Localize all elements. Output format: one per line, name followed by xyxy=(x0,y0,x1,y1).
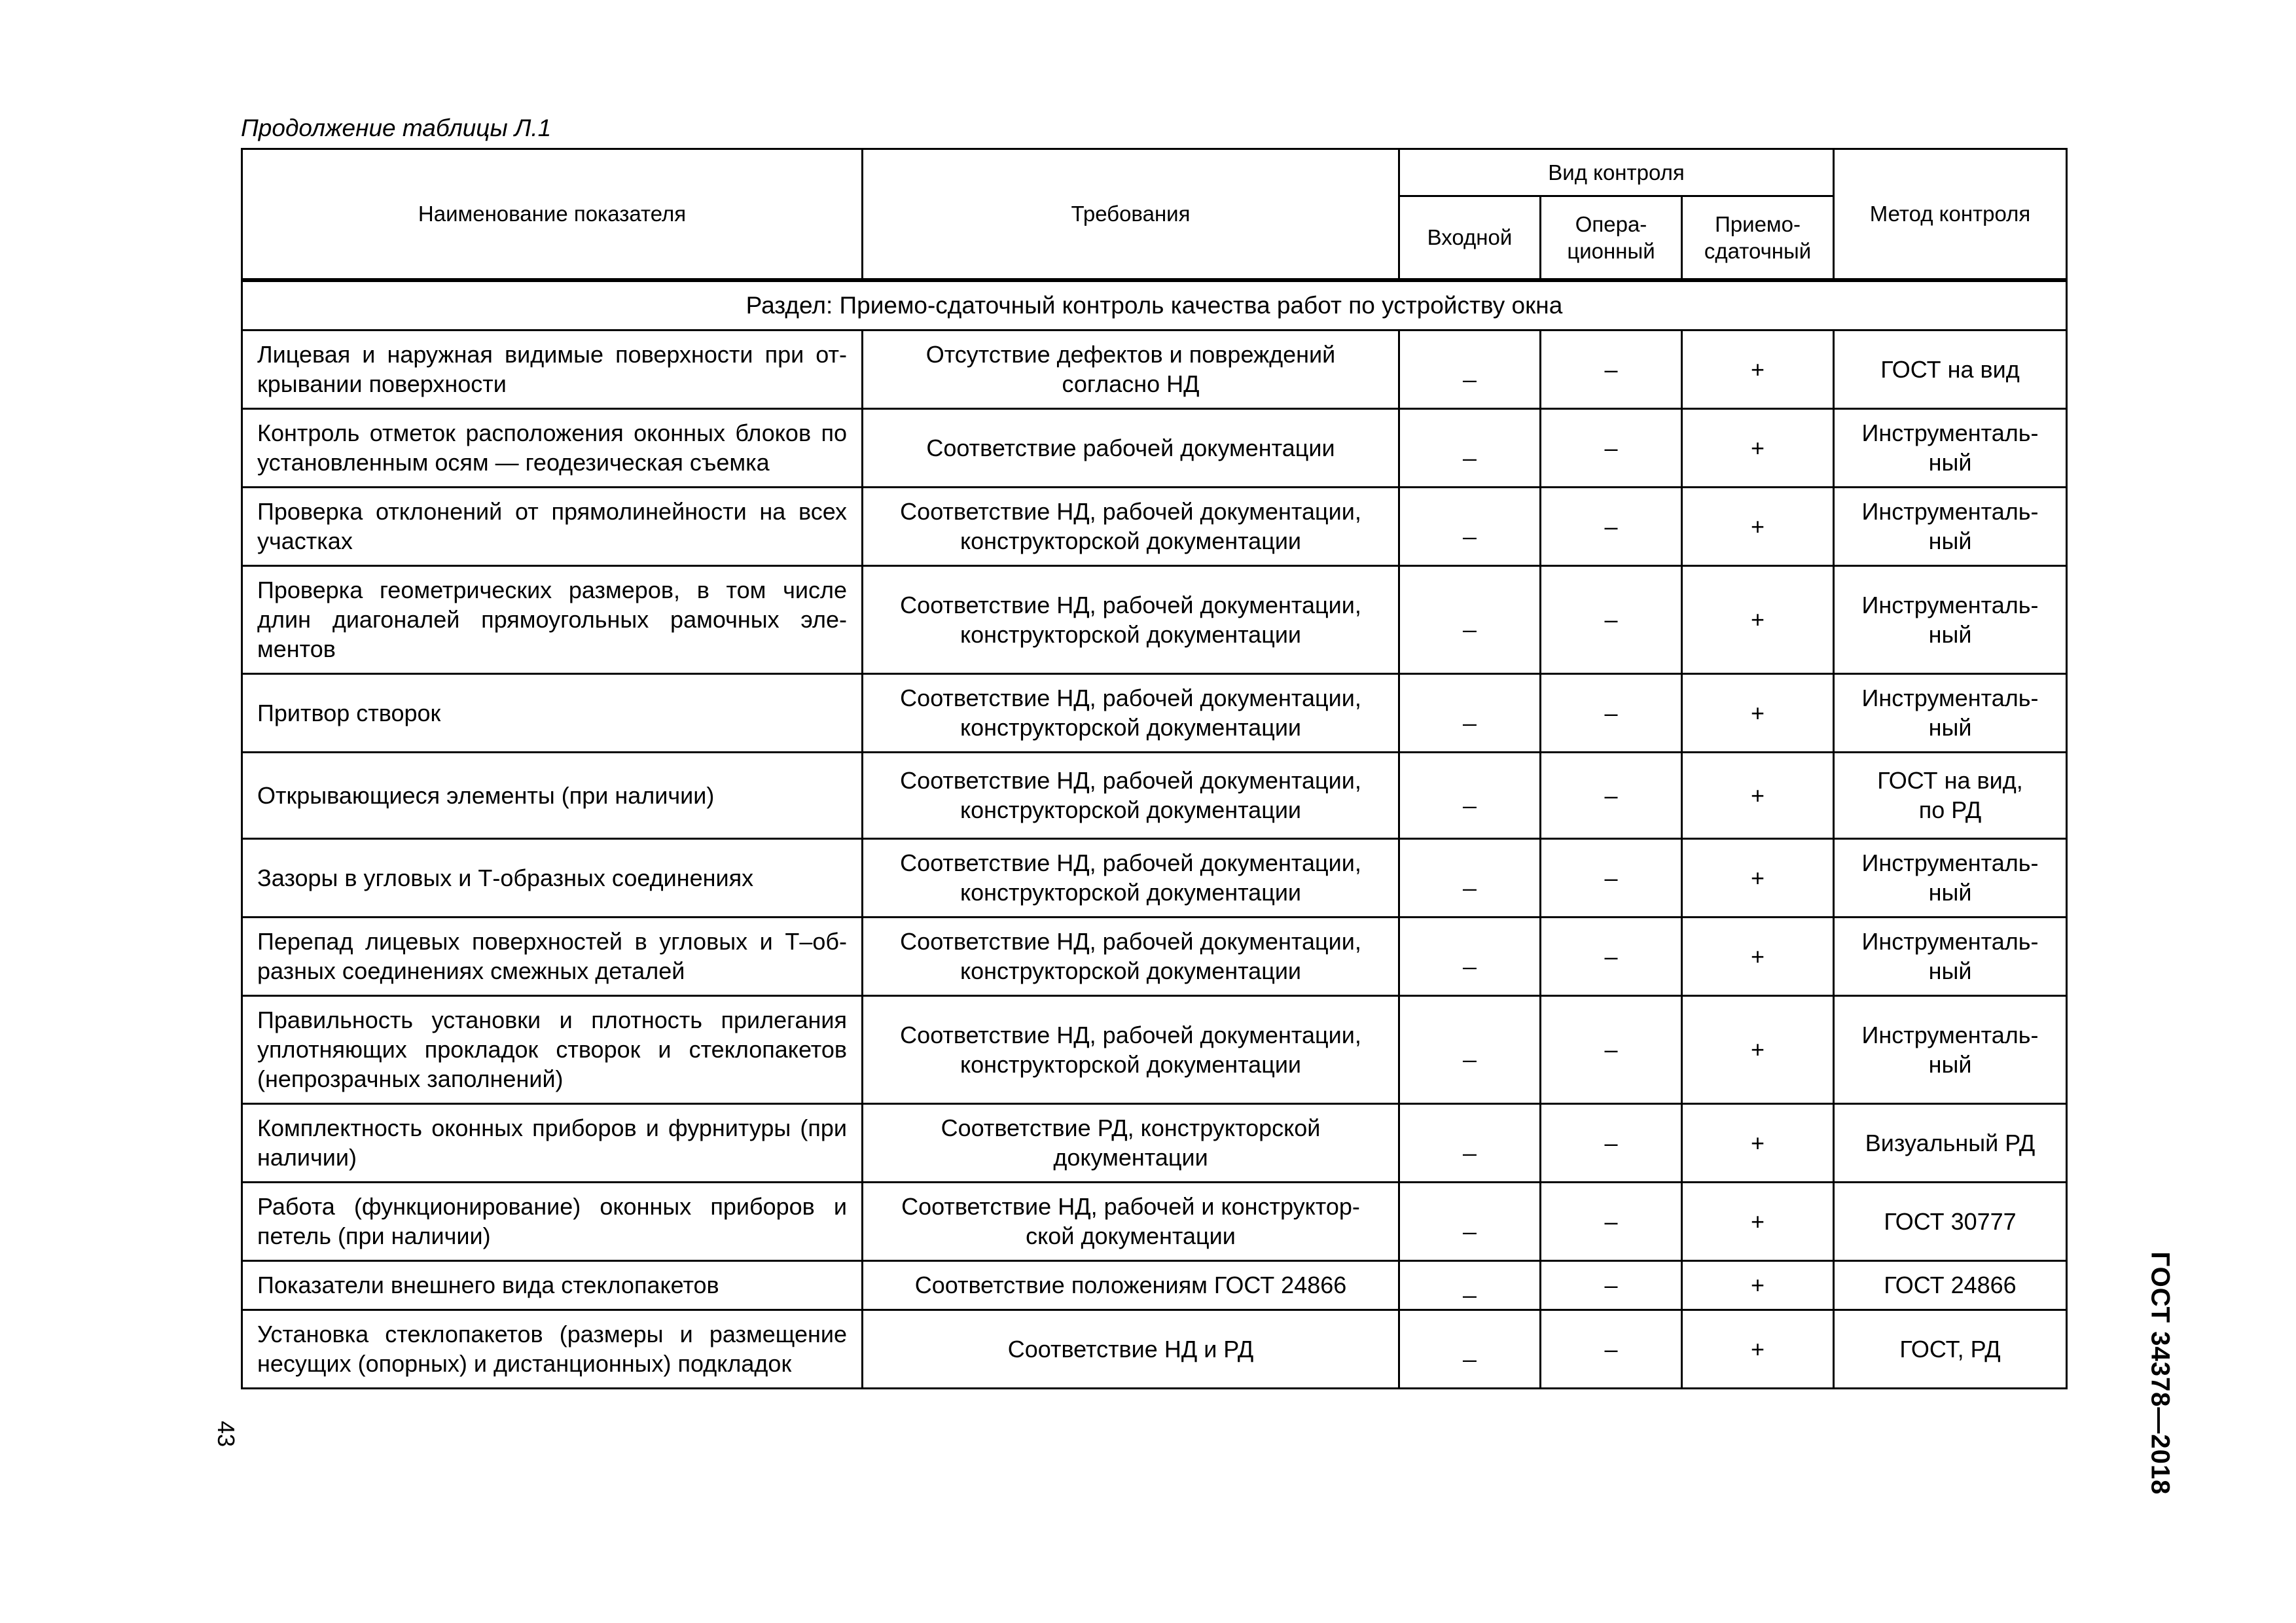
row-incoming: _ xyxy=(1399,917,1541,995)
section-title: Раздел: Приемо-сдаточный контроль качества работ по устройству окна xyxy=(242,280,2067,330)
row-requirement: Соответствие РД, конструкторской документации xyxy=(863,1103,1399,1182)
header-acceptance: Приемо- сдаточный xyxy=(1682,196,1834,280)
row-acceptance: + xyxy=(1682,673,1834,752)
row-incoming: _ xyxy=(1399,1310,1541,1388)
table-row xyxy=(242,487,2067,565)
row-operational: – xyxy=(1541,487,1682,565)
row-method: Инструменталь-ный xyxy=(1834,487,2067,565)
row-name: Правильность установки и плотность прилегания уплотняющих прокладок створок и стеклопакетов (непрозрачных заполнений) xyxy=(242,995,863,1103)
row-requirement: Соответствие НД, рабочей документации, конструкторской документации xyxy=(863,487,1399,565)
row-name: Показатели внешнего вида стеклопакетов xyxy=(242,1260,863,1310)
header-requirements: Требования xyxy=(863,149,1399,280)
row-requirement: Соответствие НД, рабочей документации, конструкторской документации xyxy=(863,995,1399,1103)
row-requirement: Отсутствие дефектов и повреждений согласно НД xyxy=(863,330,1399,408)
row-acceptance: + xyxy=(1682,408,1834,487)
row-acceptance: + xyxy=(1682,565,1834,673)
row-operational: – xyxy=(1541,995,1682,1103)
row-requirement: Соответствие НД, рабочей документации, конструкторской документации xyxy=(863,673,1399,752)
control-table xyxy=(241,148,2068,1389)
row-operational: – xyxy=(1541,752,1682,838)
page-number: 43 xyxy=(213,1420,240,1448)
row-incoming: _ xyxy=(1399,1182,1541,1260)
header-name: Наименование показателя xyxy=(242,149,863,280)
row-requirement: Соответствие НД, рабочей документации, конструкторской документации xyxy=(863,565,1399,673)
row-incoming: _ xyxy=(1399,408,1541,487)
row-operational: – xyxy=(1541,408,1682,487)
row-name: Установка стеклопакетов (размеры и размещение несущих (опорных) и дистанционных) подкладок xyxy=(242,1310,863,1388)
table-row xyxy=(242,1103,2067,1182)
header-control-type: Вид контроля xyxy=(1399,149,1834,196)
row-requirement: Соответствие НД, рабочей документации, конструкторской документации xyxy=(863,838,1399,917)
row-incoming: _ xyxy=(1399,995,1541,1103)
row-method: Инструменталь-ный xyxy=(1834,995,2067,1103)
row-operational: – xyxy=(1541,1310,1682,1388)
table-row xyxy=(242,673,2067,752)
row-name: Открывающиеся элементы (при наличии) xyxy=(242,752,863,838)
row-acceptance: + xyxy=(1682,1103,1834,1182)
header-incoming: Входной xyxy=(1399,196,1541,280)
table-row xyxy=(242,838,2067,917)
table-caption: Продолжение таблицы Л.1 xyxy=(241,115,552,141)
row-method: ГОСТ на вид, по РД xyxy=(1834,752,2067,838)
header-method: Метод контроля xyxy=(1834,149,2067,280)
row-name: Зазоры в угловых и Т-образных соединениях xyxy=(242,838,863,917)
row-method: ГОСТ 24866 xyxy=(1834,1260,2067,1310)
row-incoming: _ xyxy=(1399,838,1541,917)
table-row xyxy=(242,917,2067,995)
table-row xyxy=(242,1182,2067,1260)
table-row xyxy=(242,408,2067,487)
row-name: Притвор створок xyxy=(242,673,863,752)
row-acceptance: + xyxy=(1682,1260,1834,1310)
row-requirement: Соответствие рабочей документации xyxy=(863,408,1399,487)
row-incoming: _ xyxy=(1399,565,1541,673)
row-acceptance: + xyxy=(1682,752,1834,838)
row-incoming: _ xyxy=(1399,1103,1541,1182)
row-incoming: _ xyxy=(1399,487,1541,565)
header-operational: Опера- ционный xyxy=(1541,196,1682,280)
row-incoming: _ xyxy=(1399,1260,1541,1310)
row-operational: – xyxy=(1541,1260,1682,1310)
row-acceptance: + xyxy=(1682,917,1834,995)
row-method: Инструменталь-ный xyxy=(1834,838,2067,917)
table-row xyxy=(242,1260,2067,1310)
row-acceptance: + xyxy=(1682,330,1834,408)
row-incoming: _ xyxy=(1399,752,1541,838)
row-operational: – xyxy=(1541,1182,1682,1260)
document-code: ГОСТ 34378—2018 xyxy=(2145,1251,2175,1495)
table-row xyxy=(242,752,2067,838)
row-method: Инструменталь-ный xyxy=(1834,917,2067,995)
row-method: ГОСТ, РД xyxy=(1834,1310,2067,1388)
row-operational: – xyxy=(1541,565,1682,673)
row-operational: – xyxy=(1541,1103,1682,1182)
row-operational: – xyxy=(1541,330,1682,408)
table-row xyxy=(242,565,2067,673)
row-name: Работа (функционирование) оконных приборов и петель (при наличии) xyxy=(242,1182,863,1260)
row-operational: – xyxy=(1541,917,1682,995)
row-name: Проверка отклонений от прямолинейности на всех участках xyxy=(242,487,863,565)
row-acceptance: + xyxy=(1682,995,1834,1103)
row-name: Лицевая и наружная видимые поверхности при от-крывании поверхности xyxy=(242,330,863,408)
row-method: ГОСТ на вид xyxy=(1834,330,2067,408)
row-name: Комплектность оконных приборов и фурнитуры (при наличии) xyxy=(242,1103,863,1182)
row-acceptance: + xyxy=(1682,838,1834,917)
row-acceptance: + xyxy=(1682,1310,1834,1388)
row-incoming: _ xyxy=(1399,673,1541,752)
row-requirement: Соответствие положениям ГОСТ 24866 xyxy=(863,1260,1399,1310)
table-row xyxy=(242,330,2067,408)
row-method: Визуальный РД xyxy=(1834,1103,2067,1182)
row-name: Контроль отметок расположения оконных блоков по установленным осям — геодезическая съемка xyxy=(242,408,863,487)
row-method: ГОСТ 30777 xyxy=(1834,1182,2067,1260)
row-method: Инструменталь-ный xyxy=(1834,565,2067,673)
table-row xyxy=(242,995,2067,1103)
row-requirement: Соответствие НД, рабочей и конструктор-ской документации xyxy=(863,1182,1399,1260)
row-requirement: Соответствие НД, рабочей документации, конструкторской документации xyxy=(863,917,1399,995)
table-row xyxy=(242,1310,2067,1388)
row-requirement: Соответствие НД, рабочей документации, конструкторской документации xyxy=(863,752,1399,838)
row-operational: – xyxy=(1541,673,1682,752)
row-acceptance: + xyxy=(1682,487,1834,565)
row-method: Инструменталь-ный xyxy=(1834,673,2067,752)
row-method: Инструменталь-ный xyxy=(1834,408,2067,487)
row-operational: – xyxy=(1541,838,1682,917)
row-requirement: Соответствие НД и РД xyxy=(863,1310,1399,1388)
row-name: Проверка геометрических размеров, в том числе длин диагоналей прямоугольных рамочных эле-ментов xyxy=(242,565,863,673)
row-name: Перепад лицевых поверхностей в угловых и Т–об-разных соединениях смежных деталей xyxy=(242,917,863,995)
row-acceptance: + xyxy=(1682,1182,1834,1260)
row-incoming: _ xyxy=(1399,330,1541,408)
